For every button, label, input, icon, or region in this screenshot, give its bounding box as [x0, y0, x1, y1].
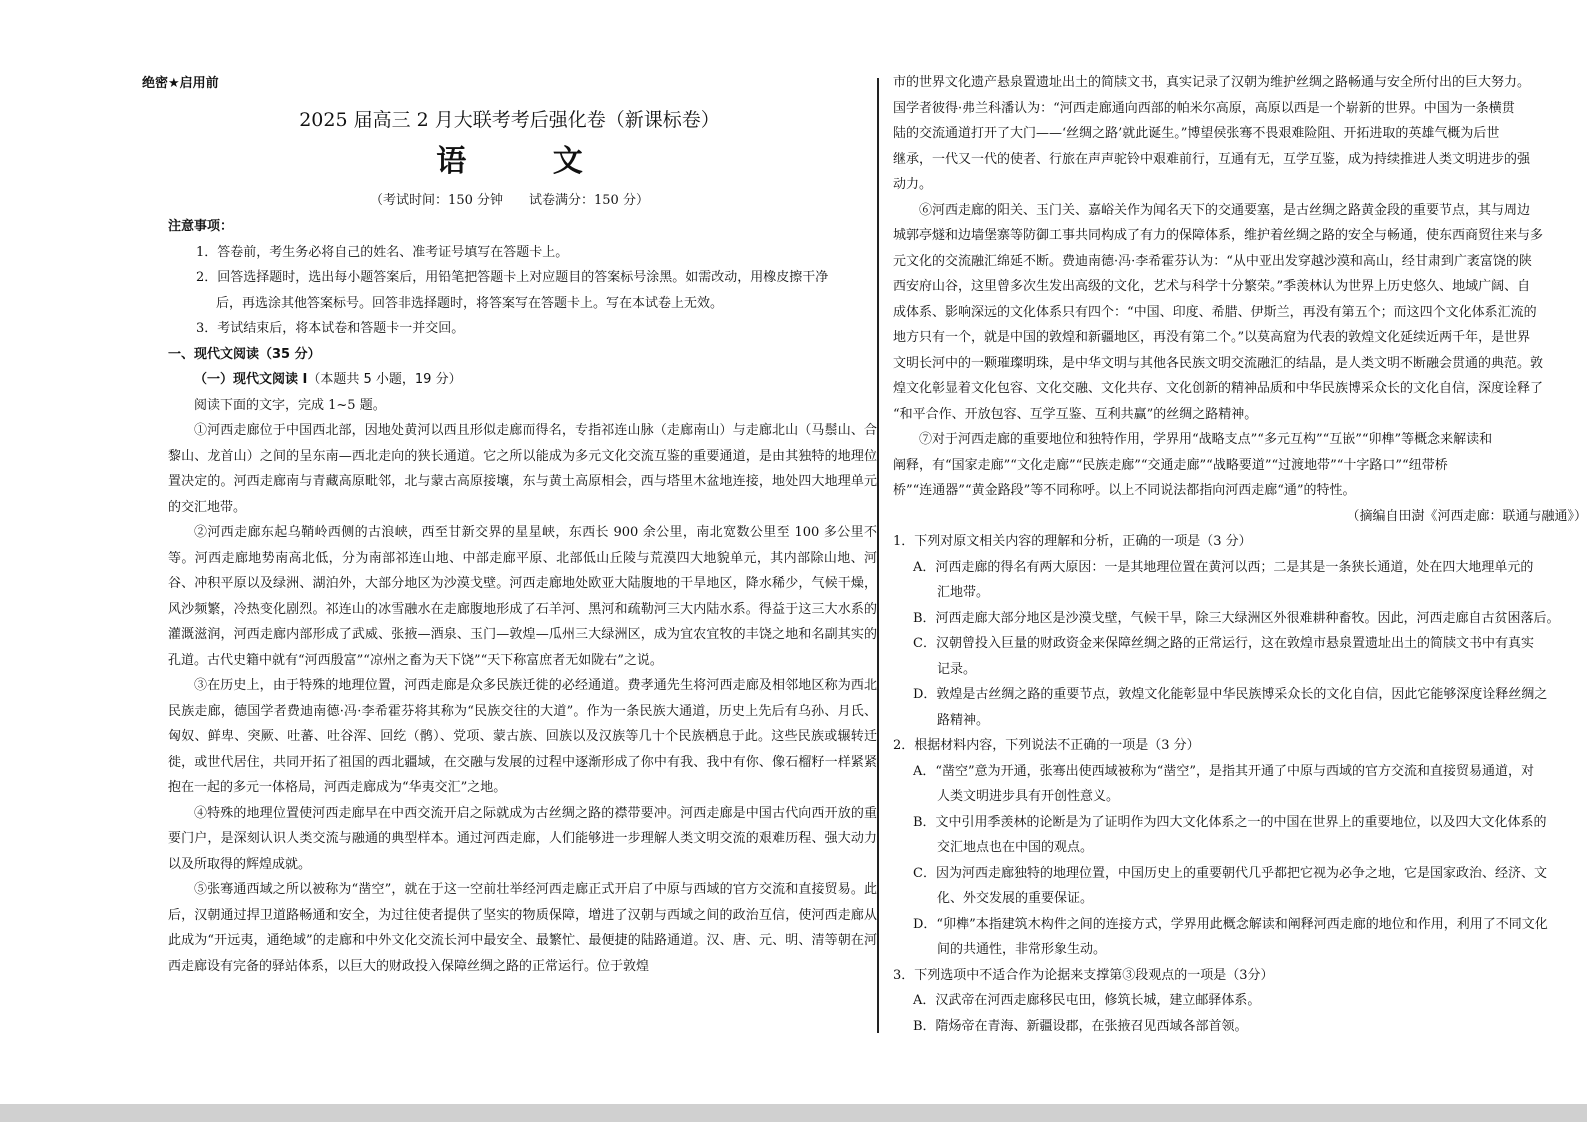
question-1-option-d-cont: 路精神。	[937, 712, 990, 728]
passage-line: 动力。	[893, 177, 933, 192]
passage-line: ⑦对于河西走廊的重要地位和独特作用，学界用“战略支点”“多元互构”“互嵌”“卯榫”等概念来解读和	[919, 432, 1493, 447]
section-heading: 一、现代文阅读（35 分）	[168, 346, 321, 362]
subsection-label: （一）现代文阅读 I	[194, 372, 308, 387]
column-divider	[877, 78, 879, 1033]
passage-line: 西安府山谷，这里曾多次生发出高级的文化，艺术与科学十分繁荣。”季羡林认为世界上历史悠久、地域广阔、自	[893, 279, 1531, 294]
passage-source: （摘编自田澍《河西走廊：联通与融通》）	[1346, 508, 1587, 524]
question-2-option-d: D．“卯榫”本指建筑木构件之间的连接方式，学界用此概念解读和阐释河西走廊的地位和作用，利用了不同文化	[913, 916, 1548, 932]
subsection-info: （本题共 5 小题，19 分）	[307, 372, 462, 387]
question-1-option-a: A．河西走廊的得名有两大原因：一是其地理位置在黄河以西；二是其是一条狭长通道，处在四大地理单元的	[913, 559, 1534, 575]
question-2-option-b-cont: 交汇地点也在中国的观点。	[937, 840, 1094, 855]
passage-line: 国学者彼得·弗兰科潘认为：“河西走廊通向西部的帕米尔高原，高原以西是一个崭新的世界。中国为一条横贯	[893, 100, 1515, 116]
question-3-option-a: A．汉武帝在河西走廊移民屯田，修筑长城，建立邮驿体系。	[913, 993, 1261, 1008]
subject-title: 语 文	[436, 144, 621, 179]
exam-title: 2025 届高三 2 月大联考考后强化卷（新课标卷）	[299, 109, 720, 131]
passage-line: 文明长河中的一颗璀璨明珠，是中华文明与其他各民族文明交流融汇的结晶，是人类文明不断融会贯通的典范。敦	[893, 355, 1544, 371]
passage-line: “和平合作、开放包容、互学互鉴、互利共赢”的丝绸之路精神。	[893, 406, 1258, 422]
passage-paragraph-4: ④特殊的地理位置使河西走廊早在中西交流开启之际就成为古丝绸之路的襟带要冲。河西走廊是中国古代向西开放的重要门户，是深刻认识人类交流与融通的典型样本。通过河西走廊，人们能够进一步理解人类文明交流的艰难历程、强大动力以及所取得的辉煌成就。	[168, 805, 877, 872]
question-1-option-b: B．河西走廊大部分地区是沙漠戈壁，气候干旱，除三大绿洲区外很难耕种畜牧。因此，河西走廊自古贫困落后。	[913, 610, 1560, 626]
question-2: 2．根据材料内容，下列说法不正确的一项是（3 分）	[893, 738, 1200, 753]
passage-line: 煌文化彰显着文化包容、文化交融、文化共存、文化创新的精神品质和中华民族博采众长的文化自信，深度诠释了	[893, 381, 1544, 396]
right-column	[893, 70, 1587, 1039]
question-2-option-a-cont: 人类文明进步具有开创性意义。	[937, 789, 1120, 804]
notice-heading: 注意事项：	[168, 219, 234, 234]
passage-line: 市的世界文化遗产悬泉置遗址出土的简牍文书，真实记录了汉朝为维护丝绸之路畅通与安全所付出的巨大努力。	[893, 75, 1531, 90]
notice-item-1: 1．答卷前，考生务必将自己的姓名、准考证号填写在答题卡上。	[196, 244, 569, 260]
notice-item-3: 3．考试结束后，将本试卷和答题卡一并交回。	[196, 321, 465, 336]
left-column	[142, 70, 877, 979]
notice-item-2-line-2: 后，再选涂其他答案标号。回答非选择题时，将答案写在答题卡上。写在本试卷上无效。	[216, 295, 724, 311]
passage-paragraph-3: ③在历史上，由于特殊的地理位置，河西走廊是众多民族迁徙的必经通道。费孝通先生将河西走廊及相邻地区称为西北民族走廊，德国学者费迪南德·冯·李希霍芬将其称为“民族交往的大道”。作为一条民族大通道，历史上先后有乌孙、月氏、匈奴、鲜卑、突厥、吐蕃、吐谷浑、回纥（鹘）、党项、蒙古族、回族以及汉族等几十个民族栖息于此。这些民族或辗转迁徙，或世代居住，共同开拓了祖国的西北疆域，在交融与发展的过程中逐渐形成了你中有我、我中有你、像石榴籽一样紧紧抱在一起的多元一体格局，河西走廊成为“华夷交汇”之地。	[168, 678, 877, 795]
passage-line: 陆的交流通道打开了大门——‘丝绸之路’就此诞生。”博望侯张骞不畏艰难险阻、开拓进取的英雄气概为后世	[893, 126, 1500, 141]
question-1-option-c: C．汉朝曾投入巨量的财政资金来保障丝绸之路的正常运行，这在敦煌市悬泉置遗址出土的简牍文书中有真实	[913, 636, 1534, 651]
question-1: 1．下列对原文相关内容的理解和分析，正确的一项是（3 分）	[893, 534, 1252, 549]
reading-instruction: 阅读下面的文字，完成 1~5 题。	[194, 397, 386, 413]
secret-label: 绝密★启用前	[142, 76, 219, 91]
passage-line: ⑥河西走廊的阳关、玉门关、嘉峪关作为闻名天下的交通要塞，是古丝绸之路黄金段的重要节点，其与周边	[919, 202, 1531, 218]
exam-info: （考试时间：150 分钟 试卷满分：150 分）	[370, 193, 649, 208]
passage-paragraph-1: ①河西走廊位于中国西北部，因地处黄河以西且形似走廊而得名，专指祁连山脉（走廊南山）与走廊北山（马鬃山、合黎山、龙首山）之间的呈东南—西北走向的狭长通道。它之所以能成为多元文化交流互鉴的重要通道，是由其独特的地理位置决定的。河西走廊南与青藏高原毗邻，北与蒙古高原接壤，东与黄土高原相会，西与塔里木盆地连接，地处四大地理单元的交汇地带。	[168, 423, 877, 515]
question-3: 3．下列选项中不适合作为论据来支撑第③段观点的一项是（3分）	[893, 967, 1274, 983]
passage-line: 阐释，有“国家走廊”“文化走廊”“民族走廊”“交通走廊”“战略要道”“过渡地带”“十字路口”“纽带桥	[893, 457, 1448, 473]
question-1-option-c-cont: 记录。	[937, 661, 977, 677]
notice-item-2-line-1: 2．回答选择题时，选出每小题答案后，用铅笔把答题卡上对应题目的答案标号涂黑。如需改动，用橡皮擦干净	[196, 270, 829, 285]
question-2-option-b: B．文中引用季羡林的论断是为了证明作为四大文化体系之一的中国在世界上的重要地位，以及四大文化体系的	[913, 814, 1547, 830]
question-3-option-b: B．隋炀帝在青海、新疆设郡，在张掖召见西域各部首领。	[913, 1018, 1248, 1034]
question-2-option-c: C．因为河西走廊独特的地理位置，中国历史上的重要朝代几乎都把它视为必争之地，它是国家政治、经济、文	[913, 865, 1547, 881]
passage-line: 地方只有一个，就是中国的敦煌和新疆地区，再没有第二个。”以莫高窟为代表的敦煌文化延续近两千年，是世界	[893, 330, 1531, 345]
question-1-option-a-cont: 汇地带。	[937, 585, 990, 600]
page-bottom-edge	[0, 1104, 1587, 1122]
question-2-option-d-cont: 间的共通性，非常形象生动。	[937, 942, 1107, 957]
question-2-option-c-cont: 化、外交发展的重要保证。	[937, 891, 1094, 906]
passage-paragraph-5: ⑤张骞通西域之所以被称为“凿空”，就在于这一空前壮举经河西走廊正式开启了中原与西域的官方交流和直接贸易。此后，汉朝通过捍卫道路畅通和安全，为过往使者提供了坚实的物质保障，增进了汉朝与西域之间的政治互信，使河西走廊从此成为“开远夷，通绝域”的走廊和中外文化交流长河中最安全、最繁忙、最便捷的陆路通道。汉、唐、元、明、清等朝在河西走廊设有完备的驿站体系，以巨大的财政投入保障丝绸之路的正常运行。位于敦煌	[168, 882, 877, 974]
question-1-option-d: D．敦煌是古丝绸之路的重要节点，敦煌文化能彰显中华民族博采众长的文化自信，因此它能够深度诠释丝绸之	[913, 687, 1548, 702]
subsection-heading	[142, 367, 877, 393]
question-2-option-a: A．“凿空”意为开通，张骞出使西域被称为“凿空”，是指其开通了中原与西域的官方交流和直接贸易通道，对	[913, 763, 1534, 779]
passage-line: 元文化的交流融汇绵延不断。费迪南德·冯·李希霍芬认为：“从中亚出发穿越沙漠和高山，经甘肃到广袤富饶的陕	[893, 253, 1532, 269]
passage-line: 继承，一代又一代的使者、行旅在声声驼铃中艰难前行，互通有无，互学互鉴，成为持续推进人类文明进步的强	[893, 151, 1531, 167]
passage-line: 成体系、影响深远的文化体系只有四个：“中国、印度、希腊、伊斯兰，再没有第五个；而这四个文化体系汇流的	[893, 304, 1537, 320]
passage-paragraph-2: ②河西走廊东起乌鞘岭西侧的古浪峡，西至甘新交界的星星峡，东西长 900 余公里，南北宽数公里至 100 多公里不等。河西走廊地势南高北低，分为南部祁连山地、中部走廊平原、北部低山丘陵与荒漠四大地貌单元，其内部除山地、河谷、冲积平原以及绿洲、湖泊外，大部分地区为沙漠戈壁。河西走廊地处欧亚大陆腹地的干旱地区，降水稀少，气候干燥，风沙频繁，冷热变化剧烈。祁连山的冰雪融水在走廊腹地形成了石羊河、黑河和疏勒河三大内陆水系。得益于这三大水系的灌溉滋润，河西走廊内部形成了武威、张掖—酒泉、玉门—敦煌—瓜州三大绿洲区，成为宜农宜牧的丰饶之地和名副其实的孔道。古代史籍中就有“河西殷富”“凉州之畜为天下饶”“天下称富庶者无如陇右”之说。	[168, 525, 877, 668]
passage-line: 桥”“连通器”“黄金路段”等不同称呼。以上不同说法都指向河西走廊“通”的特性。	[893, 483, 1356, 498]
passage-line: 城郭亭燧和边墙堡寨等防御工事共同构成了有力的保障体系，维护着丝绸之路的安全与畅通，使东西商贸往来与多	[893, 228, 1544, 243]
